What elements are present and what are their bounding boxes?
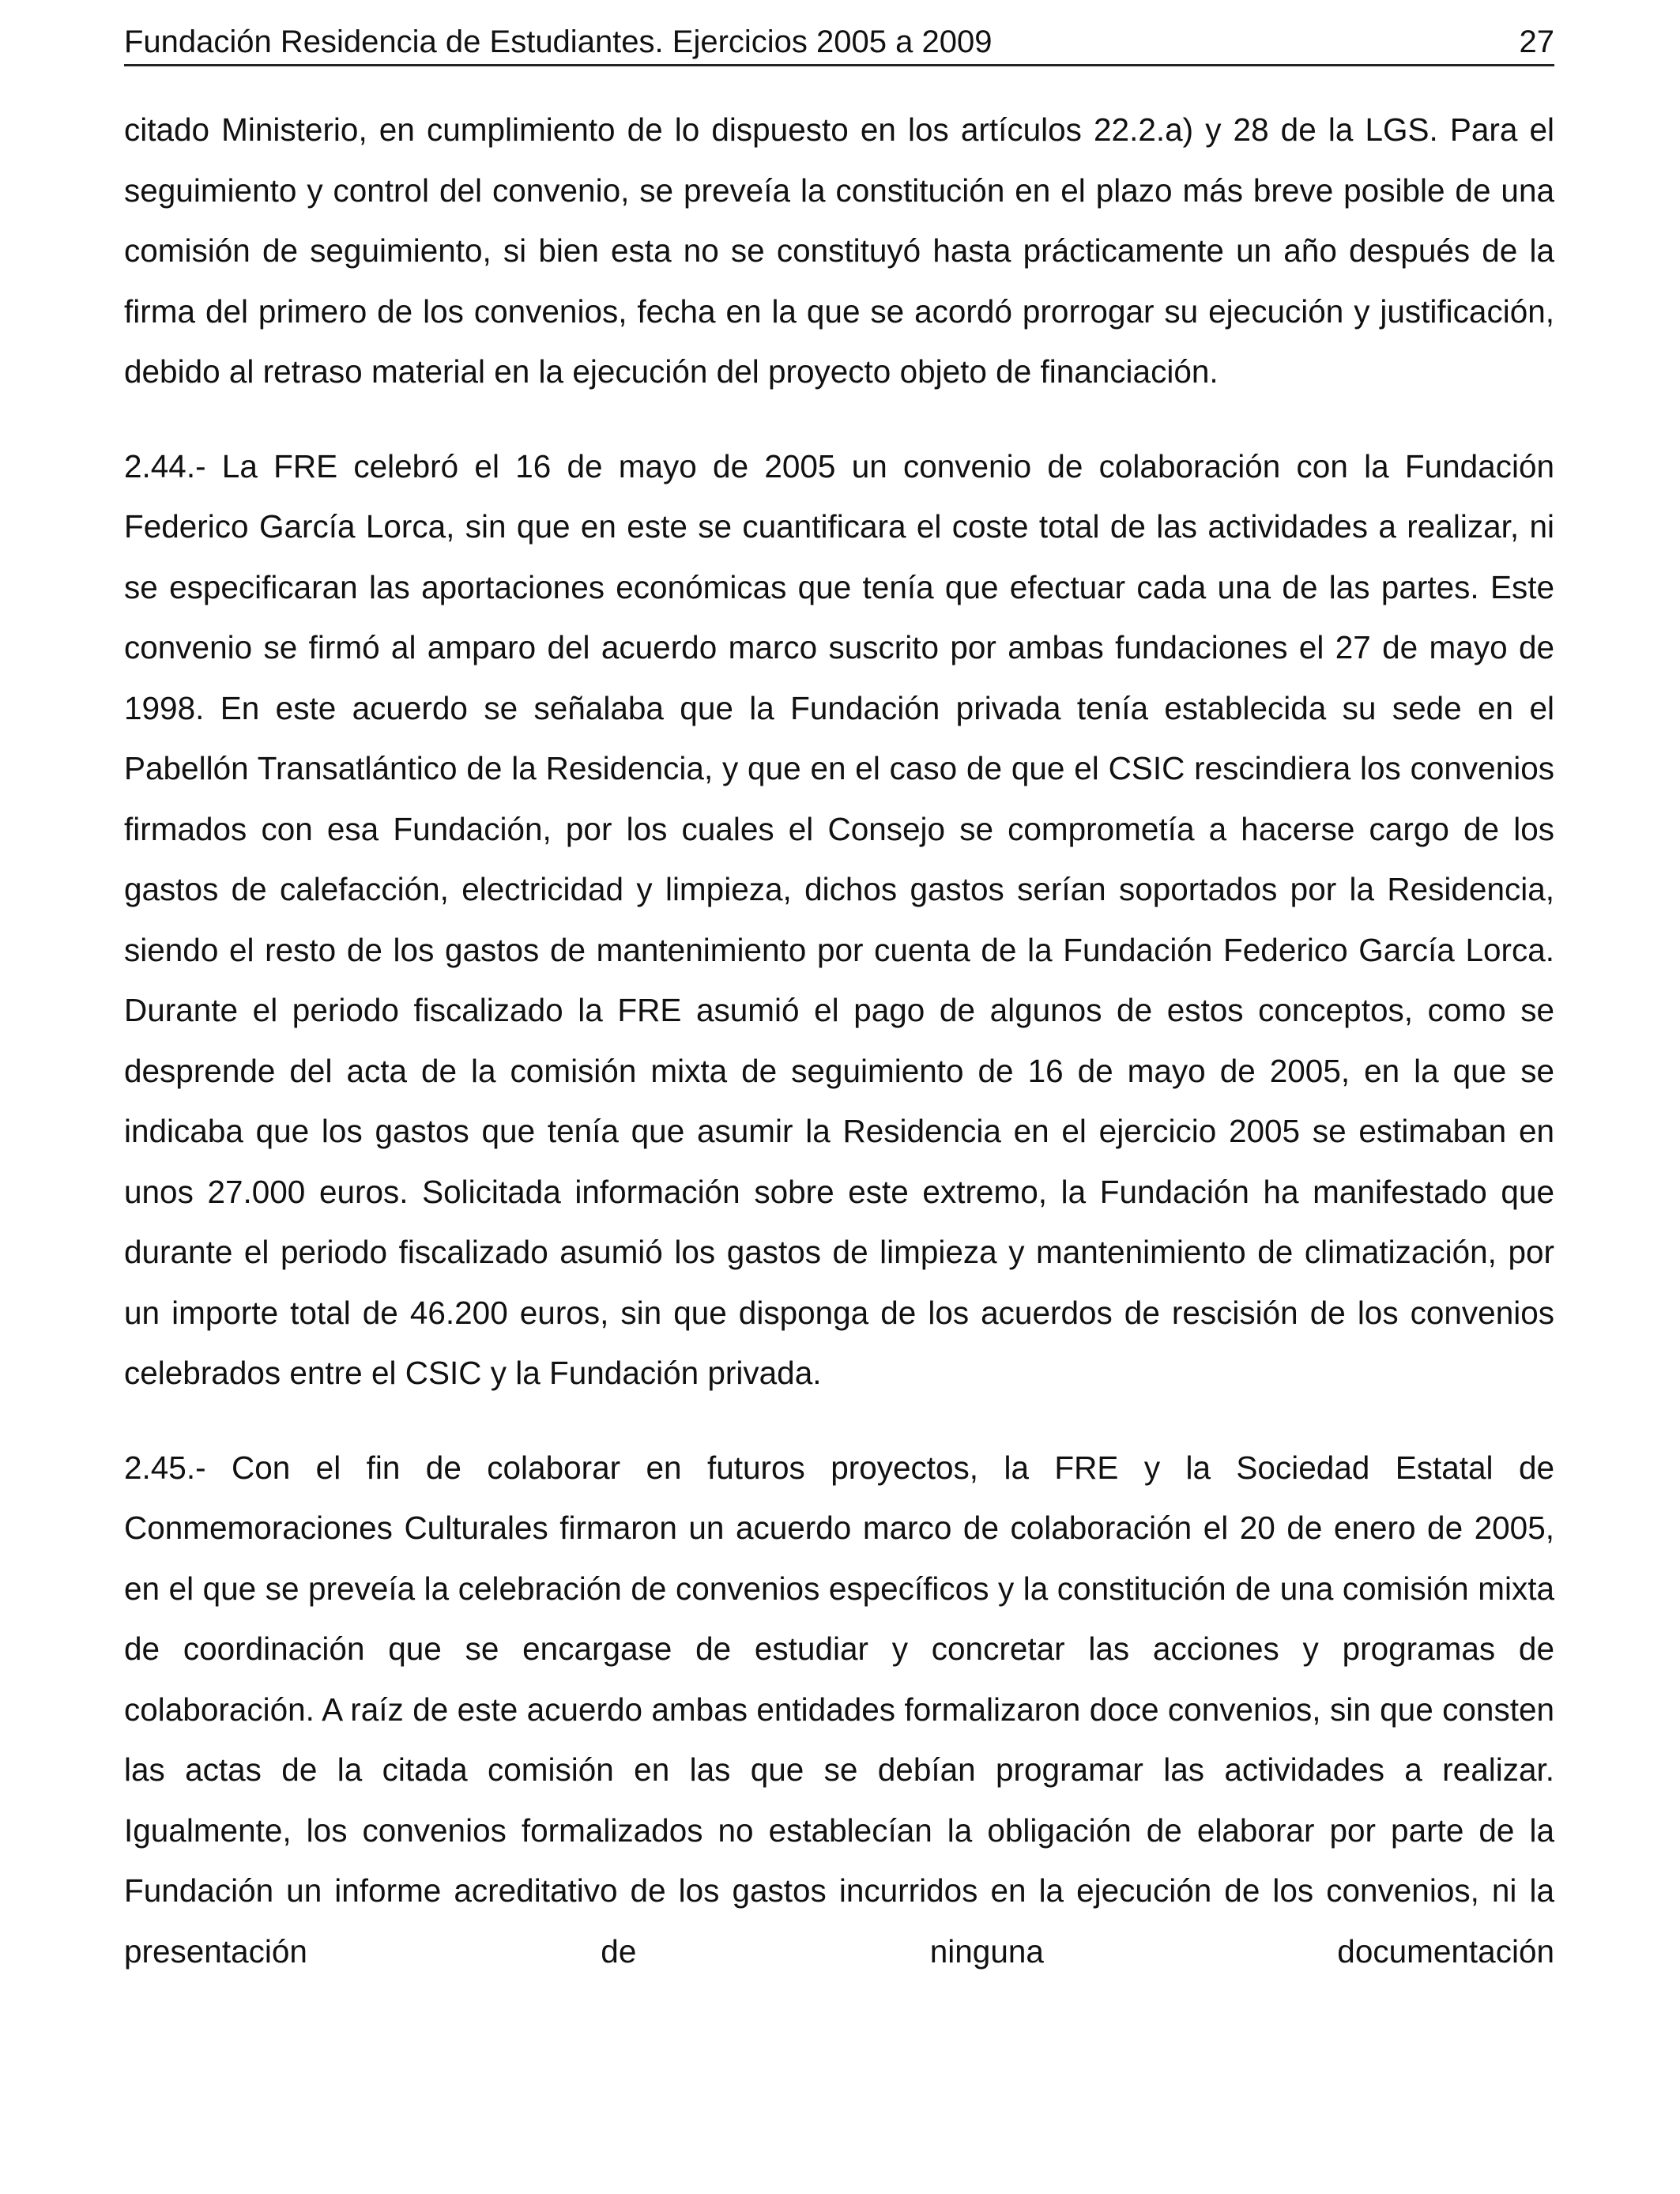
body-text [124,100,1554,1981]
paragraph-continuation: citado Ministerio, en cumplimiento de lo dispuesto en los artículos 22.2.a) y 28 de la LGS. Para el seguimiento y control del convenio, se preveía la constitución en el plazo más breve posible de una comisión de seguimiento, si bien esta no se constituyó hasta prácticamente un año después de la firma del primero de los convenios, fecha en la que se acordó prorrogar su ejecución y justificación, debido al retraso material en la ejecución del proyecto objeto de financiación. [124,111,1554,390]
paragraph-2-44: 2.44.- La FRE celebró el 16 de mayo de 2005 un convenio de colaboración con la Fundación Federico García Lorca, sin que en este se cuantificara el coste total de las actividades a realizar, ni se especificaran las aportaciones económicas que tenía que efectuar cada una de las partes. Este convenio se firmó al amparo del acuerdo marco suscrito por ambas fundaciones el 27 de mayo de 1998. En este acuerdo se señalaba que la Fundación privada tenía establecida su sede en el Pabellón Transatlántico de la Residencia, y que en el caso de que el CSIC rescindiera los convenios firmados con esa Fundación, por los cuales el Consejo se comprometía a hacerse cargo de los gastos de calefacción, electricidad y limpieza, dichos gastos serían soportados por la Residencia, siendo el resto de los gastos de mantenimiento por cuenta de la Fundación Federico García Lorca. Durante el periodo fiscalizado la FRE asumió el pago de algunos de estos conceptos, como se desprende del acta de la comisión mixta de seguimiento de 16 de mayo de 2005, en la que se indicaba que los gastos que tenía que asumir la Residencia en el ejercicio 2005 se estimaban en unos 27.000 euros. Solicitada información sobre este extremo, la Fundación ha manifestado que durante el periodo fiscalizado asumió los gastos de limpieza y mantenimiento de climatización, por un importe total de 46.200 euros, sin que disponga de los acuerdos de rescisión de los convenios celebrados entre el CSIC y la Fundación privada. [124,447,1554,1391]
paragraph-2-45: 2.45.- Con el fin de colaborar en futuros proyectos, la FRE y la Sociedad Estatal de Conmemoraciones Culturales firmaron un acuerdo marco de colaboración el 20 de enero de 2005, en el que se preveía la celebración de convenios específicos y la constitución de una comisión mixta de coordinación que se encargase de estudiar y concretar las acciones y programas de colaboración. A raíz de este acuerdo ambas entidades formalizaron doce convenios, sin que consten las actas de la citada comisión en las que se debían programar las actividades a realizar. Igualmente, los convenios formalizados no establecían la obligación de elaborar por parte de la Fundación un informe acreditativo de los gastos incurridos en la ejecución de los convenios, ni la presentación de ninguna documentación [124,1449,1554,1970]
page-number: 27 [1519,25,1554,59]
header-title: Fundación Residencia de Estudiantes. Ejercicios 2005 a 2009 [124,25,993,59]
page-header [124,22,1554,66]
